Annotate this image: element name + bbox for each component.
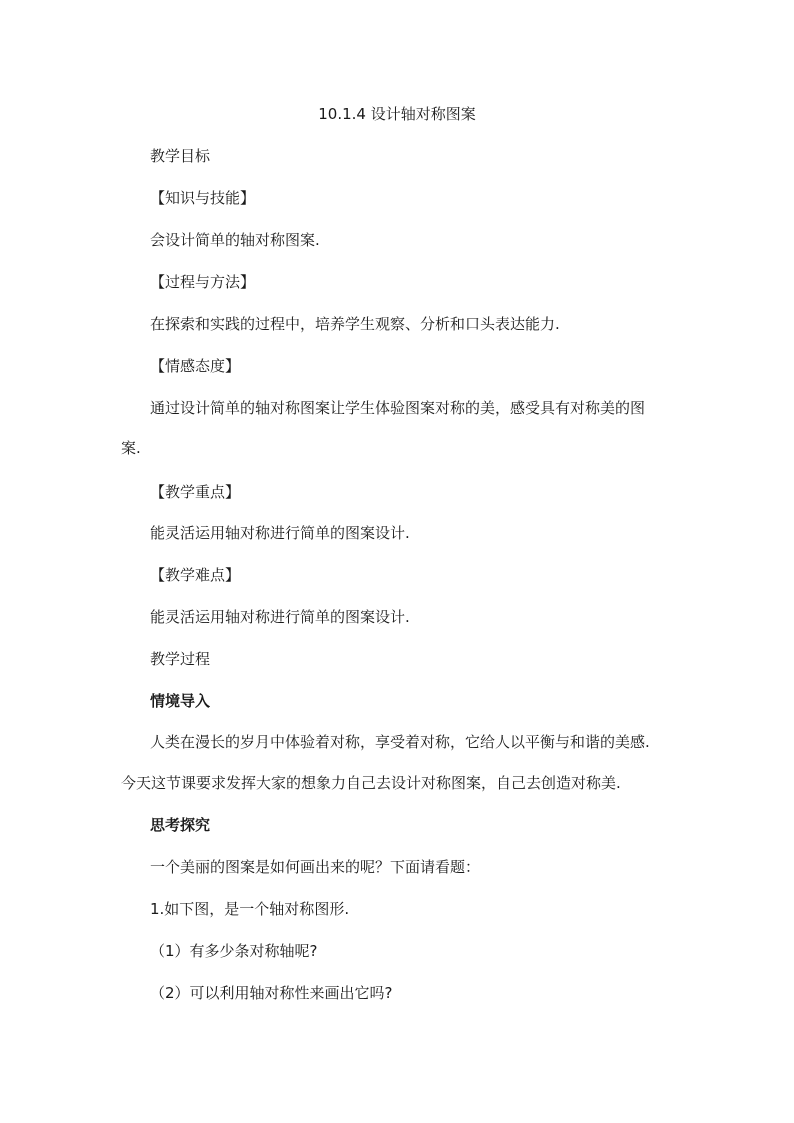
knowledge-skills-text: 会设计简单的轴对称图案. — [150, 231, 320, 249]
process-method-text: 在探索和实践的过程中，培养学生观察、分析和口头表达能力. — [150, 315, 560, 333]
question-1-part-1: （1）有多少条对称轴呢? — [150, 942, 318, 960]
explore-heading: 思考探究 — [150, 816, 211, 834]
scenario-intro-text-line2: 今天这节课要求发挥大家的想象力自己去设计对称图案，自己去创造对称美. — [121, 774, 621, 792]
key-point-heading: 【教学重点】 — [150, 483, 241, 501]
explore-text: 一个美丽的图案是如何画出来的呢？下面请看题： — [150, 858, 481, 876]
difficulty-text: 能灵活运用轴对称进行简单的图案设计. — [150, 608, 410, 626]
scenario-intro-text-line1: 人类在漫长的岁月中体验着对称，享受着对称，它给人以平衡与和谐的美感. — [150, 733, 650, 751]
emotion-attitude-text-line2: 案. — [121, 439, 141, 457]
process-method-heading: 【过程与方法】 — [150, 273, 256, 291]
teaching-process-heading: 教学过程 — [150, 650, 211, 668]
teaching-goals-heading: 教学目标 — [150, 147, 211, 165]
page-title: 10.1.4 设计轴对称图案 — [318, 105, 476, 123]
difficulty-heading: 【教学难点】 — [150, 566, 241, 584]
scenario-intro-heading: 情境导入 — [150, 692, 211, 710]
question-1-part-2: （2）可以利用轴对称性来画出它吗? — [150, 984, 393, 1002]
emotion-attitude-heading: 【情感态度】 — [150, 357, 241, 375]
knowledge-skills-heading: 【知识与技能】 — [150, 189, 256, 207]
emotion-attitude-text-line1: 通过设计简单的轴对称图案让学生体验图案对称的美，感受具有对称美的图 — [150, 399, 646, 417]
key-point-text: 能灵活运用轴对称进行简单的图案设计. — [150, 524, 410, 542]
question-1: 1.如下图，是一个轴对称图形. — [150, 900, 350, 918]
